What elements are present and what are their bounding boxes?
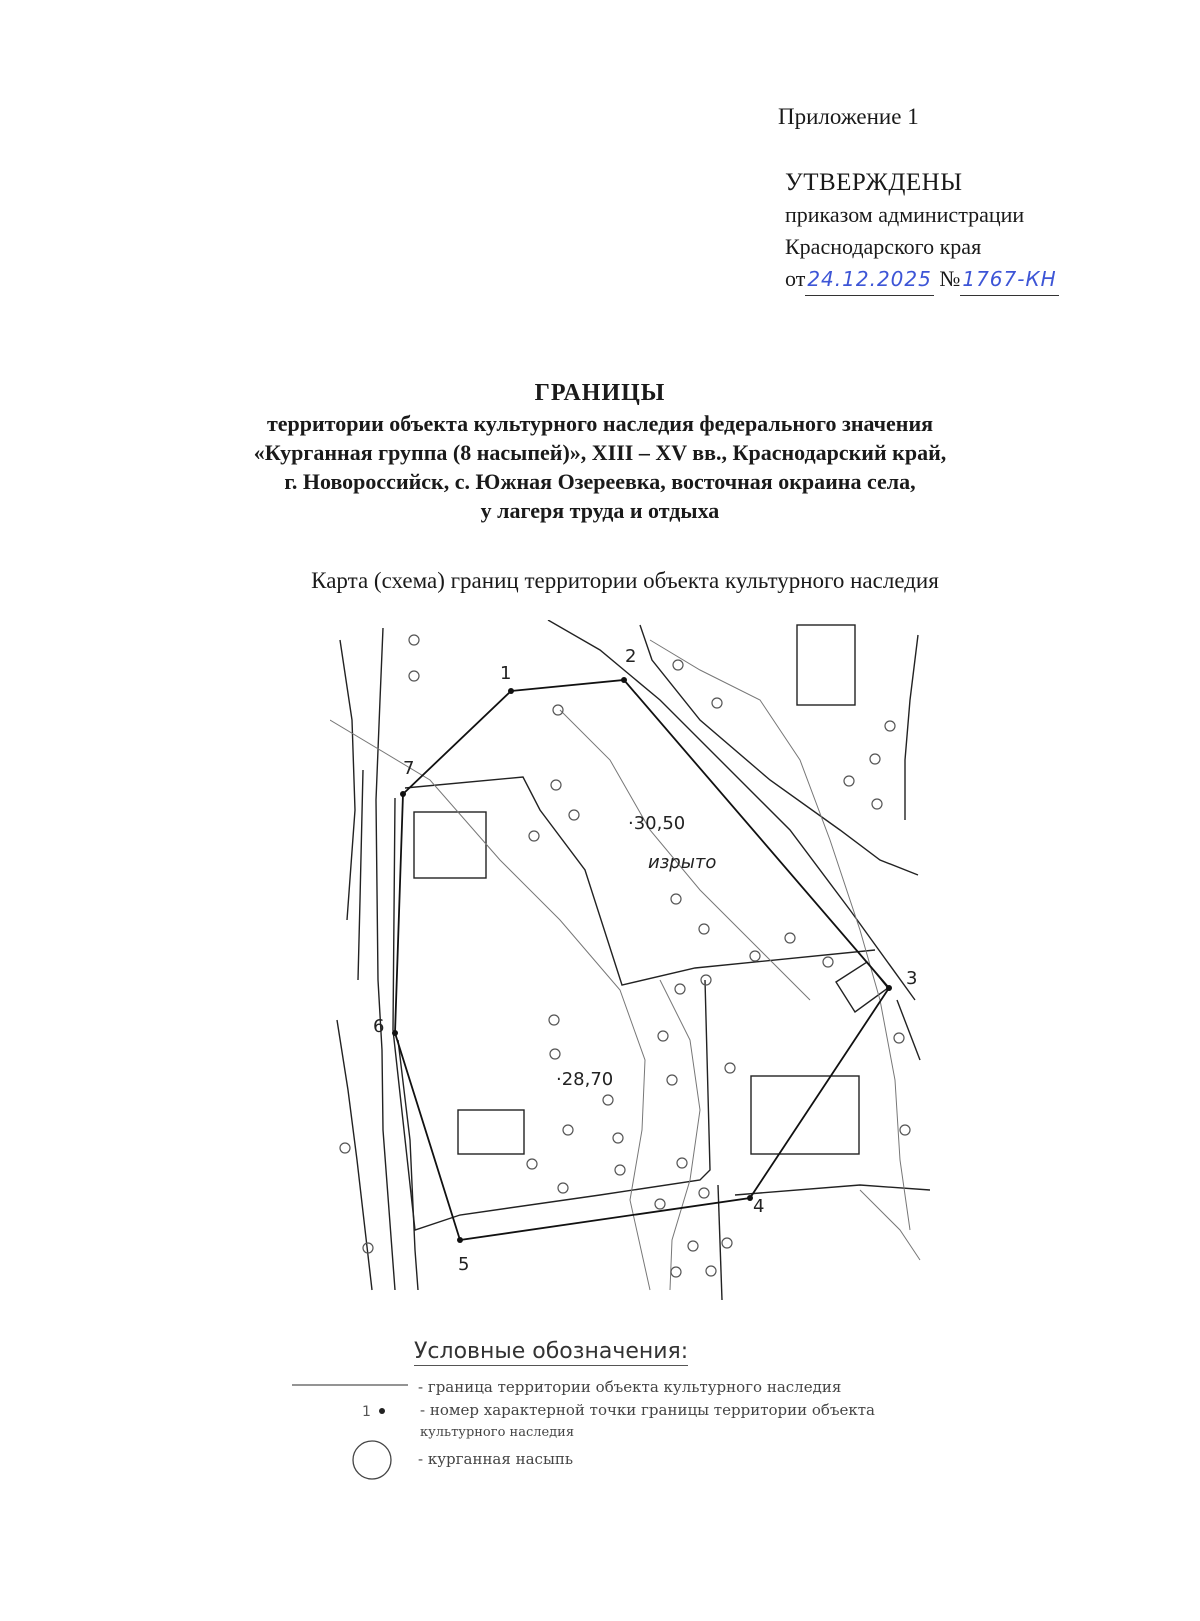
map-road-line [905, 635, 918, 820]
number-field [960, 263, 1058, 296]
mound-symbol [409, 671, 419, 681]
legend-point-symbol [360, 1400, 390, 1422]
boundary-point-marker [508, 688, 514, 694]
date-prefix: от [785, 266, 806, 291]
point-label-7: 7 [403, 758, 415, 779]
legend-point-marker-label: 1 [362, 1404, 371, 1420]
mound-symbol [722, 1238, 732, 1248]
map-road-line [376, 628, 395, 1290]
point-label-5: 5 [458, 1254, 470, 1275]
contour-line [860, 1190, 920, 1260]
title-main: ГРАНИЦЫ [534, 380, 666, 406]
elevation-label: ·30,50 [628, 813, 686, 834]
region-line: Краснодарского края [785, 234, 982, 259]
title-line-2: «Курганная группа (8 насыпей)», XIII – XV вв., Краснодарский край, [253, 440, 947, 465]
mound-symbol [844, 776, 854, 786]
map-road-line [358, 770, 363, 980]
mound-symbol [558, 1183, 568, 1193]
contour-line [330, 720, 650, 1290]
map-road-line [337, 1020, 372, 1290]
point-label-4: 4 [753, 1196, 765, 1217]
title-line-4: у лагеря труда и отдыха [480, 498, 720, 523]
mound-symbol [699, 924, 709, 934]
mound-symbol [785, 933, 795, 943]
legend-point-text-cont: культурного наследия [420, 1425, 575, 1440]
boundary-point-marker [621, 677, 627, 683]
mound-symbol [872, 799, 882, 809]
mound-symbol [677, 1158, 687, 1168]
mound-symbol [615, 1165, 625, 1175]
document-title [0, 377, 1200, 525]
legend-point-text: - номер характерной точки границы территории объекта [420, 1401, 875, 1419]
mound-symbol [900, 1125, 910, 1135]
mound-symbol [658, 1031, 668, 1041]
mound-symbol [409, 635, 419, 645]
mound-symbol [706, 1266, 716, 1276]
elevation-label: ·28,70 [556, 1069, 614, 1090]
terrain-note: изрыто [648, 852, 717, 873]
approval-block [785, 167, 1059, 296]
mound-symbol [870, 754, 880, 764]
mound-symbol [551, 780, 561, 790]
mound-symbol [549, 1015, 559, 1025]
title-line-1: территории объекта культурного наследия федерального значения [266, 411, 934, 436]
map-caption: Карта (схема) границ территории объекта культурного наследия [311, 568, 939, 593]
mound-symbol [675, 984, 685, 994]
mound-symbol [671, 894, 681, 904]
point-label-3: 3 [906, 968, 918, 989]
mound-symbol [603, 1095, 613, 1105]
map-building [797, 625, 855, 705]
boundary-point-marker [392, 1030, 398, 1036]
legend-mound-symbol [350, 1438, 394, 1482]
point-label-6: 6 [373, 1016, 385, 1037]
title-line-3: г. Новороссийск, с. Южная Озереевка, восточная окраина села, [284, 469, 916, 494]
mound-symbol [673, 660, 683, 670]
legend-boundary-text: - граница территории объекта культурного наследия [418, 1378, 842, 1396]
legend-title: Условные обозначения: [414, 1339, 689, 1364]
mound-symbol [613, 1133, 623, 1143]
mound-symbol [563, 1125, 573, 1135]
approved-heading: УТВЕРЖДЕНЫ [785, 169, 963, 196]
mound-symbol [823, 957, 833, 967]
map-building [836, 962, 888, 1012]
appendix-label: Приложение 1 [778, 104, 919, 129]
contour-line [660, 980, 700, 1290]
boundary-point-marker [886, 985, 892, 991]
legend-boundary-symbol [290, 1380, 410, 1390]
legend-mound-text: - курганная насыпь [418, 1450, 574, 1468]
mound-symbol [550, 1049, 560, 1059]
date-field [805, 263, 934, 296]
boundary-point-marker [457, 1237, 463, 1243]
mound-symbol [667, 1075, 677, 1085]
mound-symbol [340, 1143, 350, 1153]
mound-symbol [701, 975, 711, 985]
heritage-boundary [395, 680, 889, 1240]
mound-symbol [655, 1199, 665, 1209]
map-parcel-line [405, 777, 875, 985]
mound-symbol [750, 951, 760, 961]
map-road-line [548, 620, 918, 1000]
map-parcel-line [735, 1185, 930, 1195]
order-line: приказом администрации [785, 202, 1025, 227]
mound-symbol [712, 698, 722, 708]
number-value: 1767-КН [962, 267, 1057, 291]
boundary-point-marker [400, 791, 406, 797]
mound-symbol [894, 1033, 904, 1043]
number-prefix: № [939, 266, 961, 291]
mound-symbol [671, 1267, 681, 1277]
map-building [458, 1110, 524, 1154]
date-number-line [785, 263, 1059, 296]
map-road-line [340, 640, 355, 920]
mound-symbol [569, 810, 579, 820]
point-label-2: 2 [625, 646, 637, 667]
date-value: 24.12.2025 [807, 267, 932, 291]
point-label-1: 1 [500, 663, 512, 684]
mound-symbol [725, 1063, 735, 1073]
mound-symbol [527, 1159, 537, 1169]
mound-symbol [885, 721, 895, 731]
mound-symbol [688, 1241, 698, 1251]
map-building [414, 812, 486, 878]
boundary-map [330, 620, 930, 1300]
mound-symbol [553, 705, 563, 715]
map-parcel-line [897, 1000, 920, 1060]
mound-symbol [529, 831, 539, 841]
mound-symbol [699, 1188, 709, 1198]
